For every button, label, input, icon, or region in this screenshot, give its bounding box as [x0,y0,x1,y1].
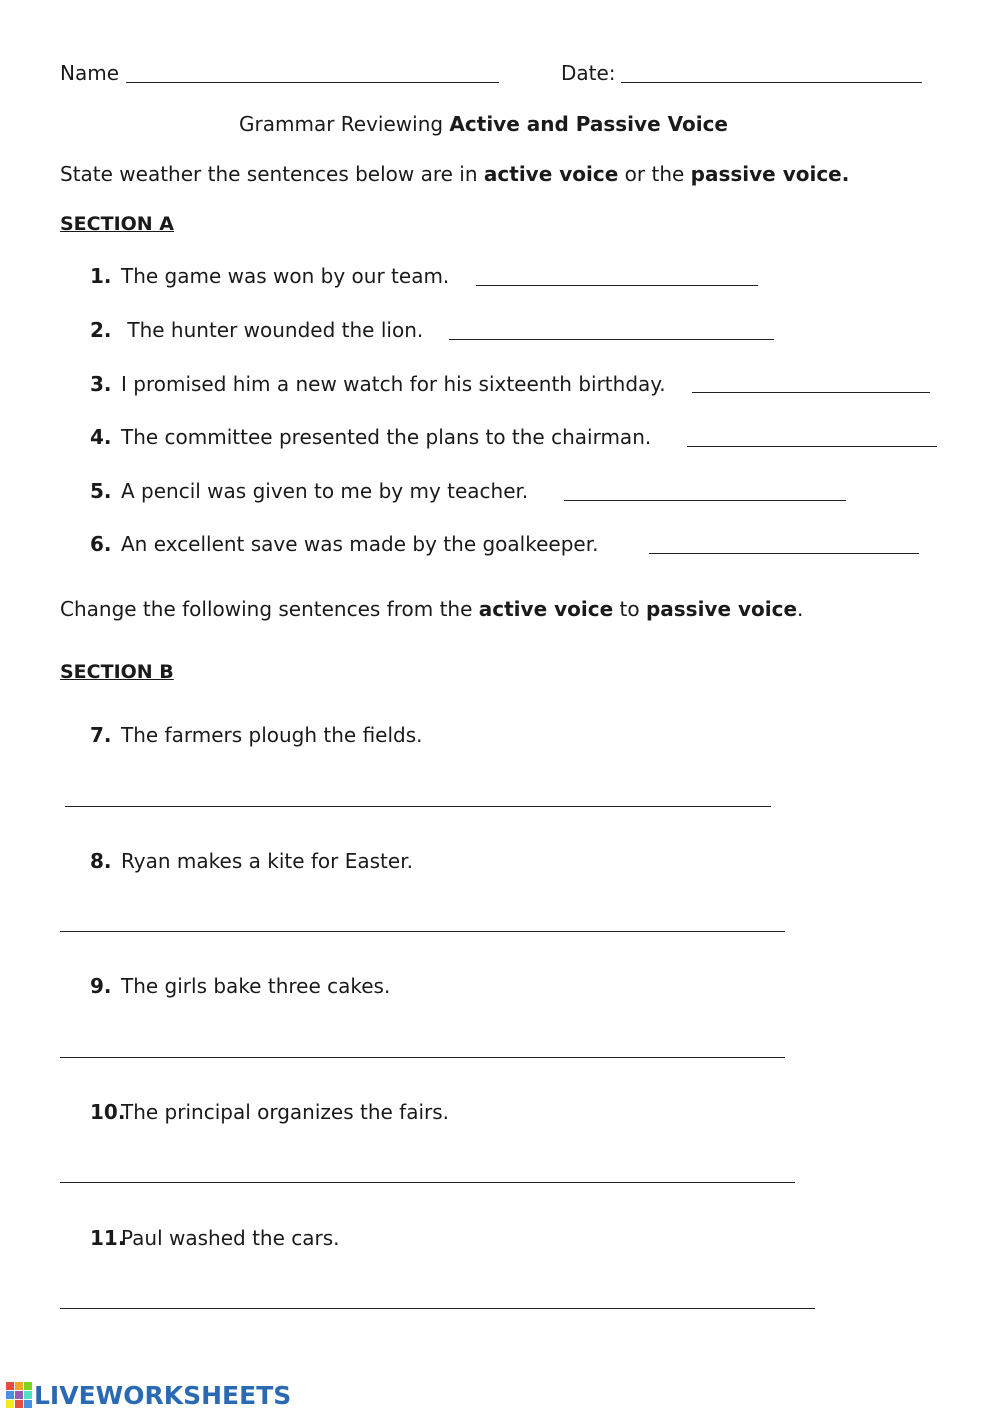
date-field-line[interactable] [621,82,922,83]
answer-line-3[interactable] [692,392,930,393]
question-8 [90,849,413,873]
answer-line-4[interactable] [687,446,937,447]
instruction-a-bold-1: active voice [483,162,619,186]
answer-line-6[interactable] [649,553,919,554]
question-number: 11. [90,1226,126,1250]
question-text: The principal organizes the fairs. [121,1100,450,1124]
title-prefix: Grammar Reviewing [239,112,450,136]
question-9 [90,974,390,998]
answer-line-2[interactable] [449,339,774,340]
instruction-a-text-2: or the [618,162,691,186]
question-text: The farmers plough the fields. [121,723,423,747]
date-label: Date: [561,61,616,85]
question-number: 8. [90,849,112,873]
question-2 [90,318,423,342]
question-11 [90,1226,340,1250]
section-a-heading: SECTION A [60,213,175,235]
answer-line-1[interactable] [476,285,758,286]
question-number: 4. [90,425,112,449]
question-text: Ryan makes a kite for Easter. [121,849,413,873]
worksheet-title [239,112,728,136]
question-text: The game was won by our team. [121,264,450,288]
instruction-section-a [60,162,849,186]
question-number: 6. [90,532,112,556]
question-text: An excellent save was made by the goalkeeper. [121,532,599,556]
question-number: 2. [90,318,112,342]
question-number: 5. [90,479,112,503]
question-text: The committee presented the plans to the chairman. [121,425,652,449]
answer-line-7[interactable] [65,806,771,807]
question-4 [90,425,651,449]
question-text: Paul washed the cars. [121,1226,340,1250]
instruction-b-bold-2: passive voice [645,597,798,621]
answer-line-8[interactable] [60,931,785,932]
question-number: 9. [90,974,112,998]
question-text: The hunter wounded the lion. [121,318,424,342]
question-number: 1. [90,264,112,288]
instruction-b-bold-1: active voice [478,597,614,621]
instruction-b-text-2: to [613,597,646,621]
answer-line-10[interactable] [60,1182,795,1183]
question-5 [90,479,528,503]
section-b-heading: SECTION B [60,661,174,683]
logo-grid-icon [6,1382,32,1408]
question-text: The girls bake three cakes. [121,974,391,998]
answer-line-11[interactable] [60,1308,815,1309]
liveworksheets-logo[interactable] [6,1380,291,1410]
logo-text: LIVEWORKSHEETS [34,1380,292,1410]
question-text: A pencil was given to me by my teacher. [121,479,529,503]
name-label: Name [60,61,120,85]
question-number: 10. [90,1100,126,1124]
question-1 [90,264,449,288]
question-number: 3. [90,372,112,396]
name-field-line[interactable] [126,82,499,83]
title-bold: Active and Passive Voice [449,112,728,136]
question-7 [90,723,423,747]
answer-line-5[interactable] [564,500,846,501]
question-10 [90,1100,449,1124]
question-3 [90,372,666,396]
instruction-a-text-1: State weather the sentences below are in [60,162,484,186]
question-number: 7. [90,723,112,747]
instruction-b-text-1: Change the following sentences from the [60,597,479,621]
instruction-a-bold-2: passive voice. [690,162,850,186]
instruction-b-text-3: . [797,597,804,621]
question-6 [90,532,598,556]
question-text: I promised him a new watch for his sixteenth birthday. [121,372,666,396]
instruction-section-b [60,597,803,621]
answer-line-9[interactable] [60,1057,785,1058]
